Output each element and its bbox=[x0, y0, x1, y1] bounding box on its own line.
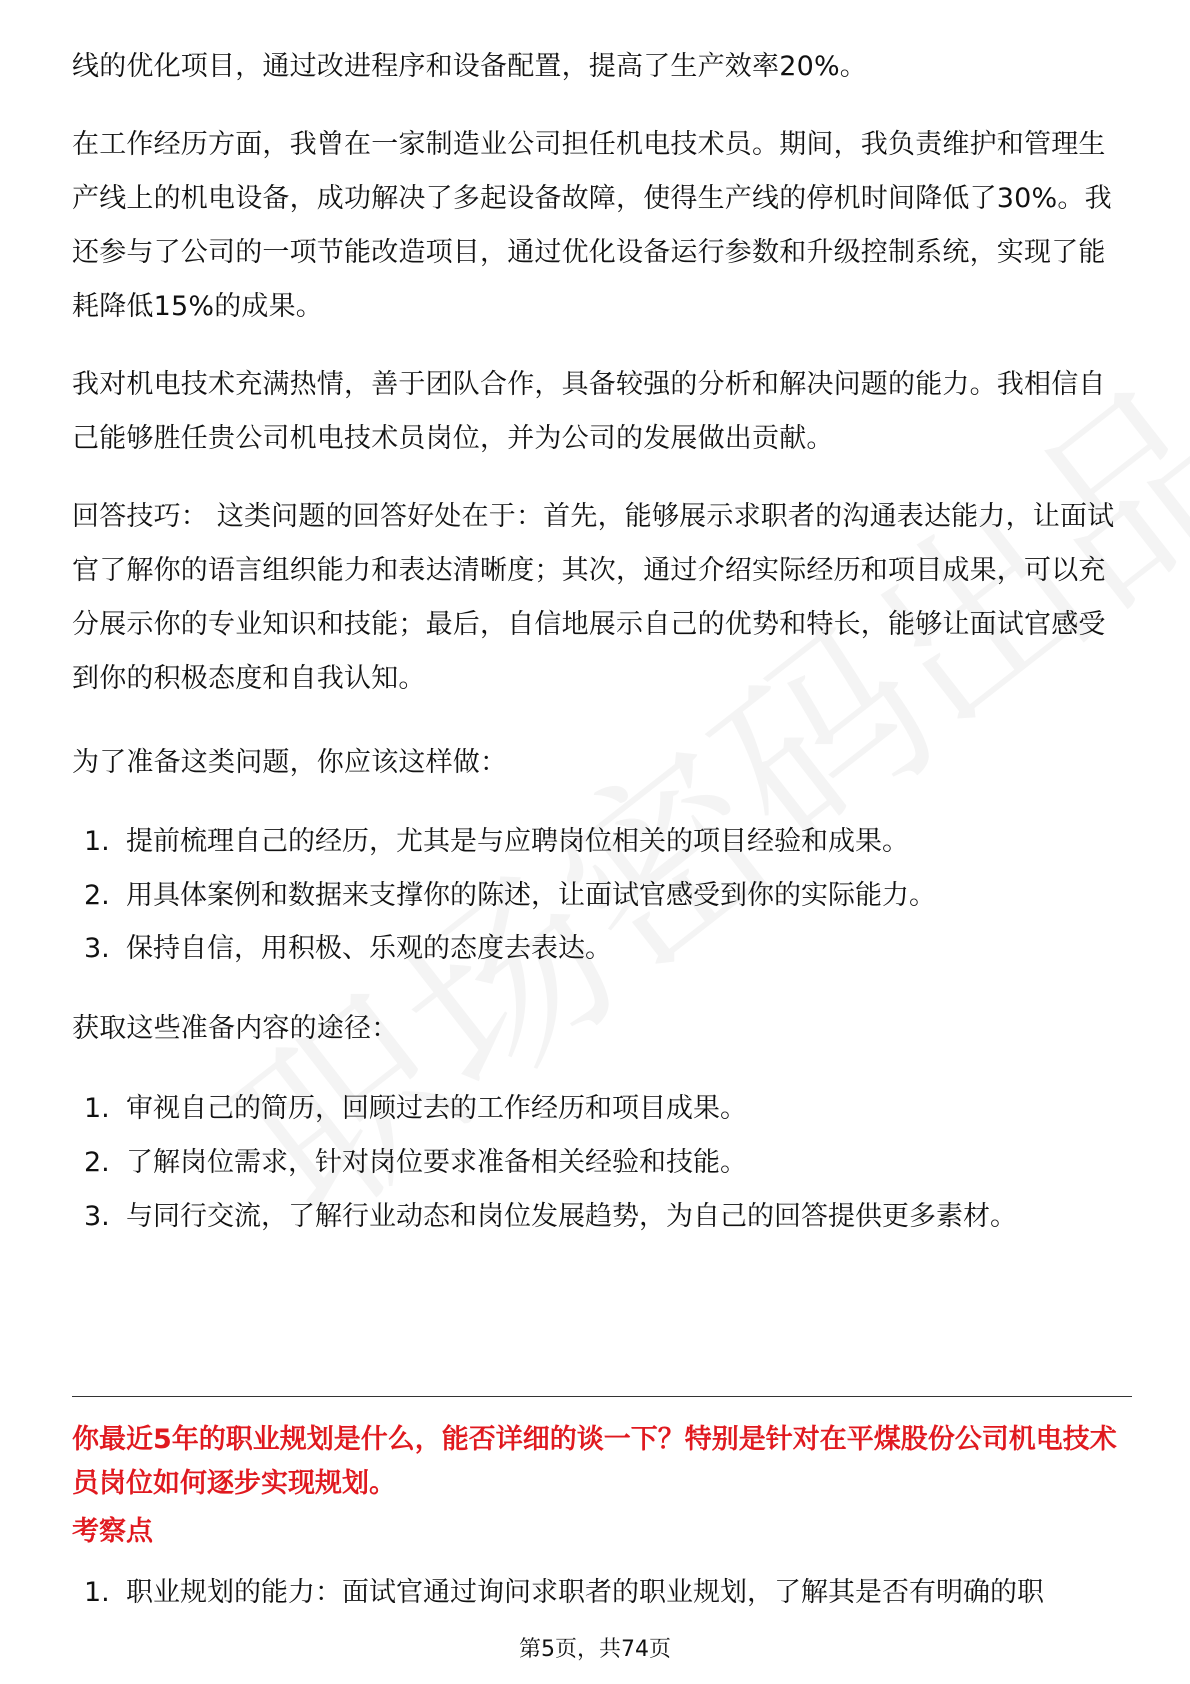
section-divider bbox=[72, 1396, 1132, 1397]
paragraph-prepare-intro: 为了准备这类问题，你应该这样做： bbox=[72, 747, 508, 778]
list-item bbox=[84, 1190, 1124, 1244]
paragraph-work-experience: 在工作经历方面，我曾在一家制造业公司担任机电技术员。期间，我负责维护和管理生产线上的机电设备，成功解决了多起设备故障，使得生产线的停机时间降低了30%。我还参与了公司的一项节能改造项目，通过优化设备运行参数和升级控制系统，实现了能耗降低15%的成果。 bbox=[72, 129, 1112, 322]
list-item bbox=[84, 1082, 1124, 1136]
list-number: 1. bbox=[84, 1093, 110, 1124]
paragraph-sources-intro: 获取这些准备内容的途径： bbox=[72, 1013, 399, 1044]
list-number: 2. bbox=[84, 880, 110, 911]
page-footer: 第5页，共74页 bbox=[519, 1637, 671, 1662]
interview-question: 你最近5年的职业规划是什么，能否详细的谈一下？特别是针对在平煤股份公司机电技术员岗位如何逐步实现规划。 bbox=[72, 1424, 1117, 1499]
list-text: 用具体案例和数据来支撑你的陈述，让面试官感受到你的实际能力。 bbox=[126, 880, 936, 911]
list-number: 2. bbox=[84, 1147, 110, 1178]
list-text: 与同行交流，了解行业动态和岗位发展趋势，为自己的回答提供更多素材。 bbox=[126, 1201, 1017, 1232]
list-text: 了解岗位需求，针对岗位要求准备相关经验和技能。 bbox=[126, 1147, 747, 1178]
list-item bbox=[84, 1136, 1124, 1190]
list-text: 审视自己的简历，回顾过去的工作经历和项目成果。 bbox=[126, 1093, 747, 1124]
list-text: 保持自信，用积极、乐观的态度去表达。 bbox=[126, 933, 612, 964]
list-item bbox=[84, 869, 1124, 923]
list-number: 3. bbox=[84, 1201, 110, 1232]
list-item bbox=[84, 1566, 1124, 1620]
list-number: 1. bbox=[84, 826, 110, 857]
list-number: 3. bbox=[84, 933, 110, 964]
list-text: 提前梳理自己的经历，尤其是与应聘岗位相关的项目经验和成果。 bbox=[126, 826, 909, 857]
list-text: 职业规划的能力：面试官通过询问求职者的职业规划，了解其是否有明确的职 bbox=[126, 1577, 1044, 1608]
paragraph-answer-tips: 回答技巧： 这类问题的回答好处在于：首先，能够展示求职者的沟通表达能力，让面试官了解你的语言组织能力和表达清晰度；其次，通过介绍实际经历和项目成果，可以充分展示你的专业知识和技能；最后，自信地展示自己的优势和特长，能够让面试官感受到你的积极态度和自我认知。 bbox=[72, 501, 1115, 694]
paragraph-project-result: 线的优化项目，通过改进程序和设备配置，提高了生产效率20%。 bbox=[72, 51, 868, 82]
section-title: 考察点 bbox=[72, 1516, 153, 1547]
document-page bbox=[72, 0, 1132, 1684]
list-item bbox=[84, 922, 1124, 976]
list-number: 1. bbox=[84, 1577, 110, 1608]
paragraph-self-assessment: 我对机电技术充满热情，善于团队合作，具备较强的分析和解决问题的能力。我相信自己能够胜任贵公司机电技术员岗位，并为公司的发展做出贡献。 bbox=[72, 369, 1106, 454]
list-item bbox=[84, 815, 1124, 869]
